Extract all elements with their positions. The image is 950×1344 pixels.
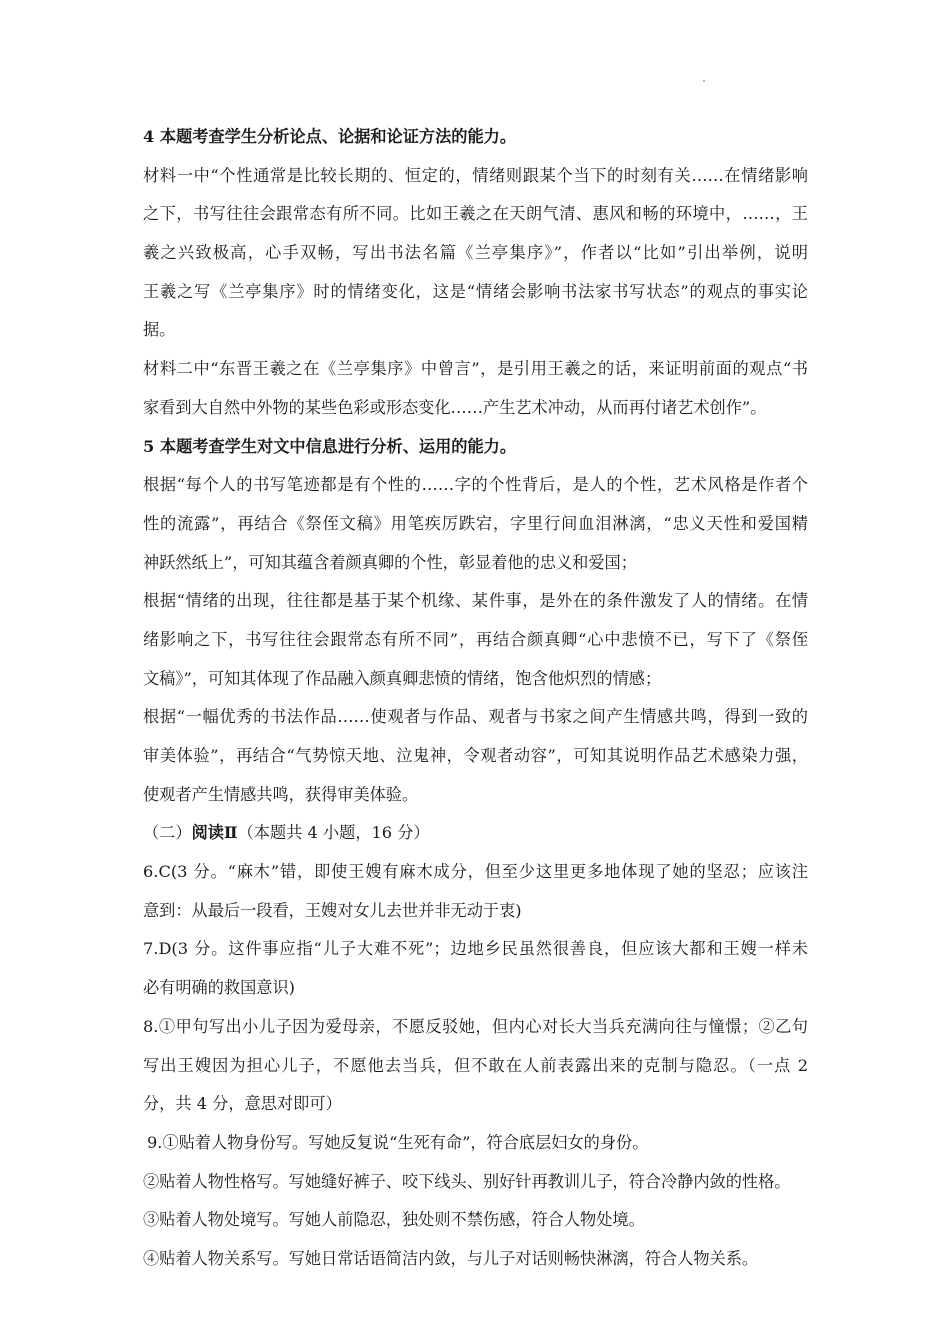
section-heading xyxy=(143,814,815,853)
q4-para2-line: 材料二中“东晋王羲之在《兰亭集序》中曾言”，是引用王羲之的话，来证明前面的观点“书 xyxy=(143,359,808,379)
section-number: （二） xyxy=(143,823,192,843)
q5-point1-line: 神跃然纸上”，可知其蕴含着颜真卿的个性，彰显着他的忠义和爱国； xyxy=(143,552,637,572)
q5-point2-line: 绪影响之下，书写往往会跟常态有所不同”，再结合颜真卿“心中悲愤不已，写下了《祭侄 xyxy=(143,629,808,649)
q7-answer-line: 必有明确的救国意识) xyxy=(143,978,296,998)
q4-para1-line: 材料一中“个性通常是比较长期的、恒定的，情绪则跟某个当下的时刻有关……在情绪影响 xyxy=(143,165,808,185)
q9-answer-line: ④贴着人物关系写。写她日常话语简洁内敛，与儿子对话则畅快淋漓，符合人物关系。 xyxy=(143,1248,759,1268)
q5-heading: 5 本题考查学生对文中信息进行分析、运用的能力。 xyxy=(143,436,517,456)
q7-answer-line: 7.D(3 分。这件事应指“儿子大难不死”；边地乡民虽然很善良，但应该大都和王嫂一样未 xyxy=(143,939,808,959)
q5-point2-line: 根据“情绪的出现，往往都是基于某个机缘、某件事，是外在的条件激发了人的情绪。在情 xyxy=(143,591,808,611)
q4-heading: 4 本题考查学生分析论点、论据和论证方法的能力。 xyxy=(143,127,517,146)
section-note: （本题共 4 小题，16 分） xyxy=(237,823,430,843)
q5-point2-line: 文稿》”，可知其体现了作品融入颜真卿悲愤的情绪，饱含他炽烈的情感； xyxy=(143,668,662,688)
q6-answer-line: 意到：从最后一段看，王嫂对女儿去世并非无动于衷) xyxy=(143,900,522,920)
q5-point1-line: 性的流露”，再结合《祭侄文稿》用笔疾厉跌宕，字里行间血泪淋漓，“忠义天性和爱国精 xyxy=(143,513,808,533)
q8-answer-line: 写出王嫂因为担心儿子，不愿他去当兵，但不敢在人前表露出来的克制与隐忍。（一点 2 xyxy=(143,1055,808,1075)
q5-point3-line: 审美体验”，再结合“气势惊天地、泣鬼神，令观者动容”，可知其说明作品艺术感染力强， xyxy=(143,746,808,765)
q5-point1-line: 根据“每个人的书写笔迹都是有个性的……字的个性背后，是人的个性，艺术风格是作者个 xyxy=(143,475,808,495)
q9-answer-line: 9.①贴着人物身份写。写她反复说“生死有命”，符合底层妇女的身份。 xyxy=(147,1132,649,1152)
section-title: 阅读Ⅱ xyxy=(191,823,238,843)
q4-para1-line: 之下，书写往往会跟常态有所不同。比如王羲之在天朗气清、惠风和畅的环境中，……，王 xyxy=(143,204,808,224)
scan-speck xyxy=(703,80,705,82)
q9-answer-line: ③贴着人物处境写。写她人前隐忍，独处则不禁伤感，符合人物处境。 xyxy=(143,1210,645,1230)
q4-para1-line: 王羲之写《兰亭集序》时的情绪变化，这是“情绪会影响书法家书写状态”的观点的事实论 xyxy=(143,281,808,301)
answer-key-body xyxy=(143,118,815,1279)
q4-para1-line: 据。 xyxy=(143,320,176,340)
q9-answer-line: ②贴着人物性格写。写她缝好裤子、咬下线头、别好针再教训儿子，符合冷静内敛的性格。 xyxy=(143,1171,791,1191)
q8-answer-line: 8.①甲句写出小儿子因为爱母亲，不愿反驳她，但内心对长大当兵充满向往与憧憬；②乙句 xyxy=(143,1016,808,1036)
q4-para1-line: 羲之兴致极高，心手双畅，写出书法名篇《兰亭集序》”，作者以“比如”引出举例，说明 xyxy=(143,243,808,263)
q6-answer-line: 6.C(3 分。“麻木”错，即使王嫂有麻木成分，但至少这里更多地体现了她的坚忍；应该注 xyxy=(143,862,808,882)
q4-para2-line: 家看到大自然中外物的某些色彩或形态变化……产生艺术冲动，从而再付诸艺术创作”。 xyxy=(143,397,767,417)
q5-point3-line: 根据“一幅优秀的书法作品……使观者与作品、观者与书家之间产生情感共鸣，得到一致的 xyxy=(143,707,808,727)
q8-answer-line: 分，共 4 分，意思对即可） xyxy=(143,1094,342,1114)
q5-point3-line: 使观者产生情感共鸣，获得审美体验。 xyxy=(143,784,419,804)
